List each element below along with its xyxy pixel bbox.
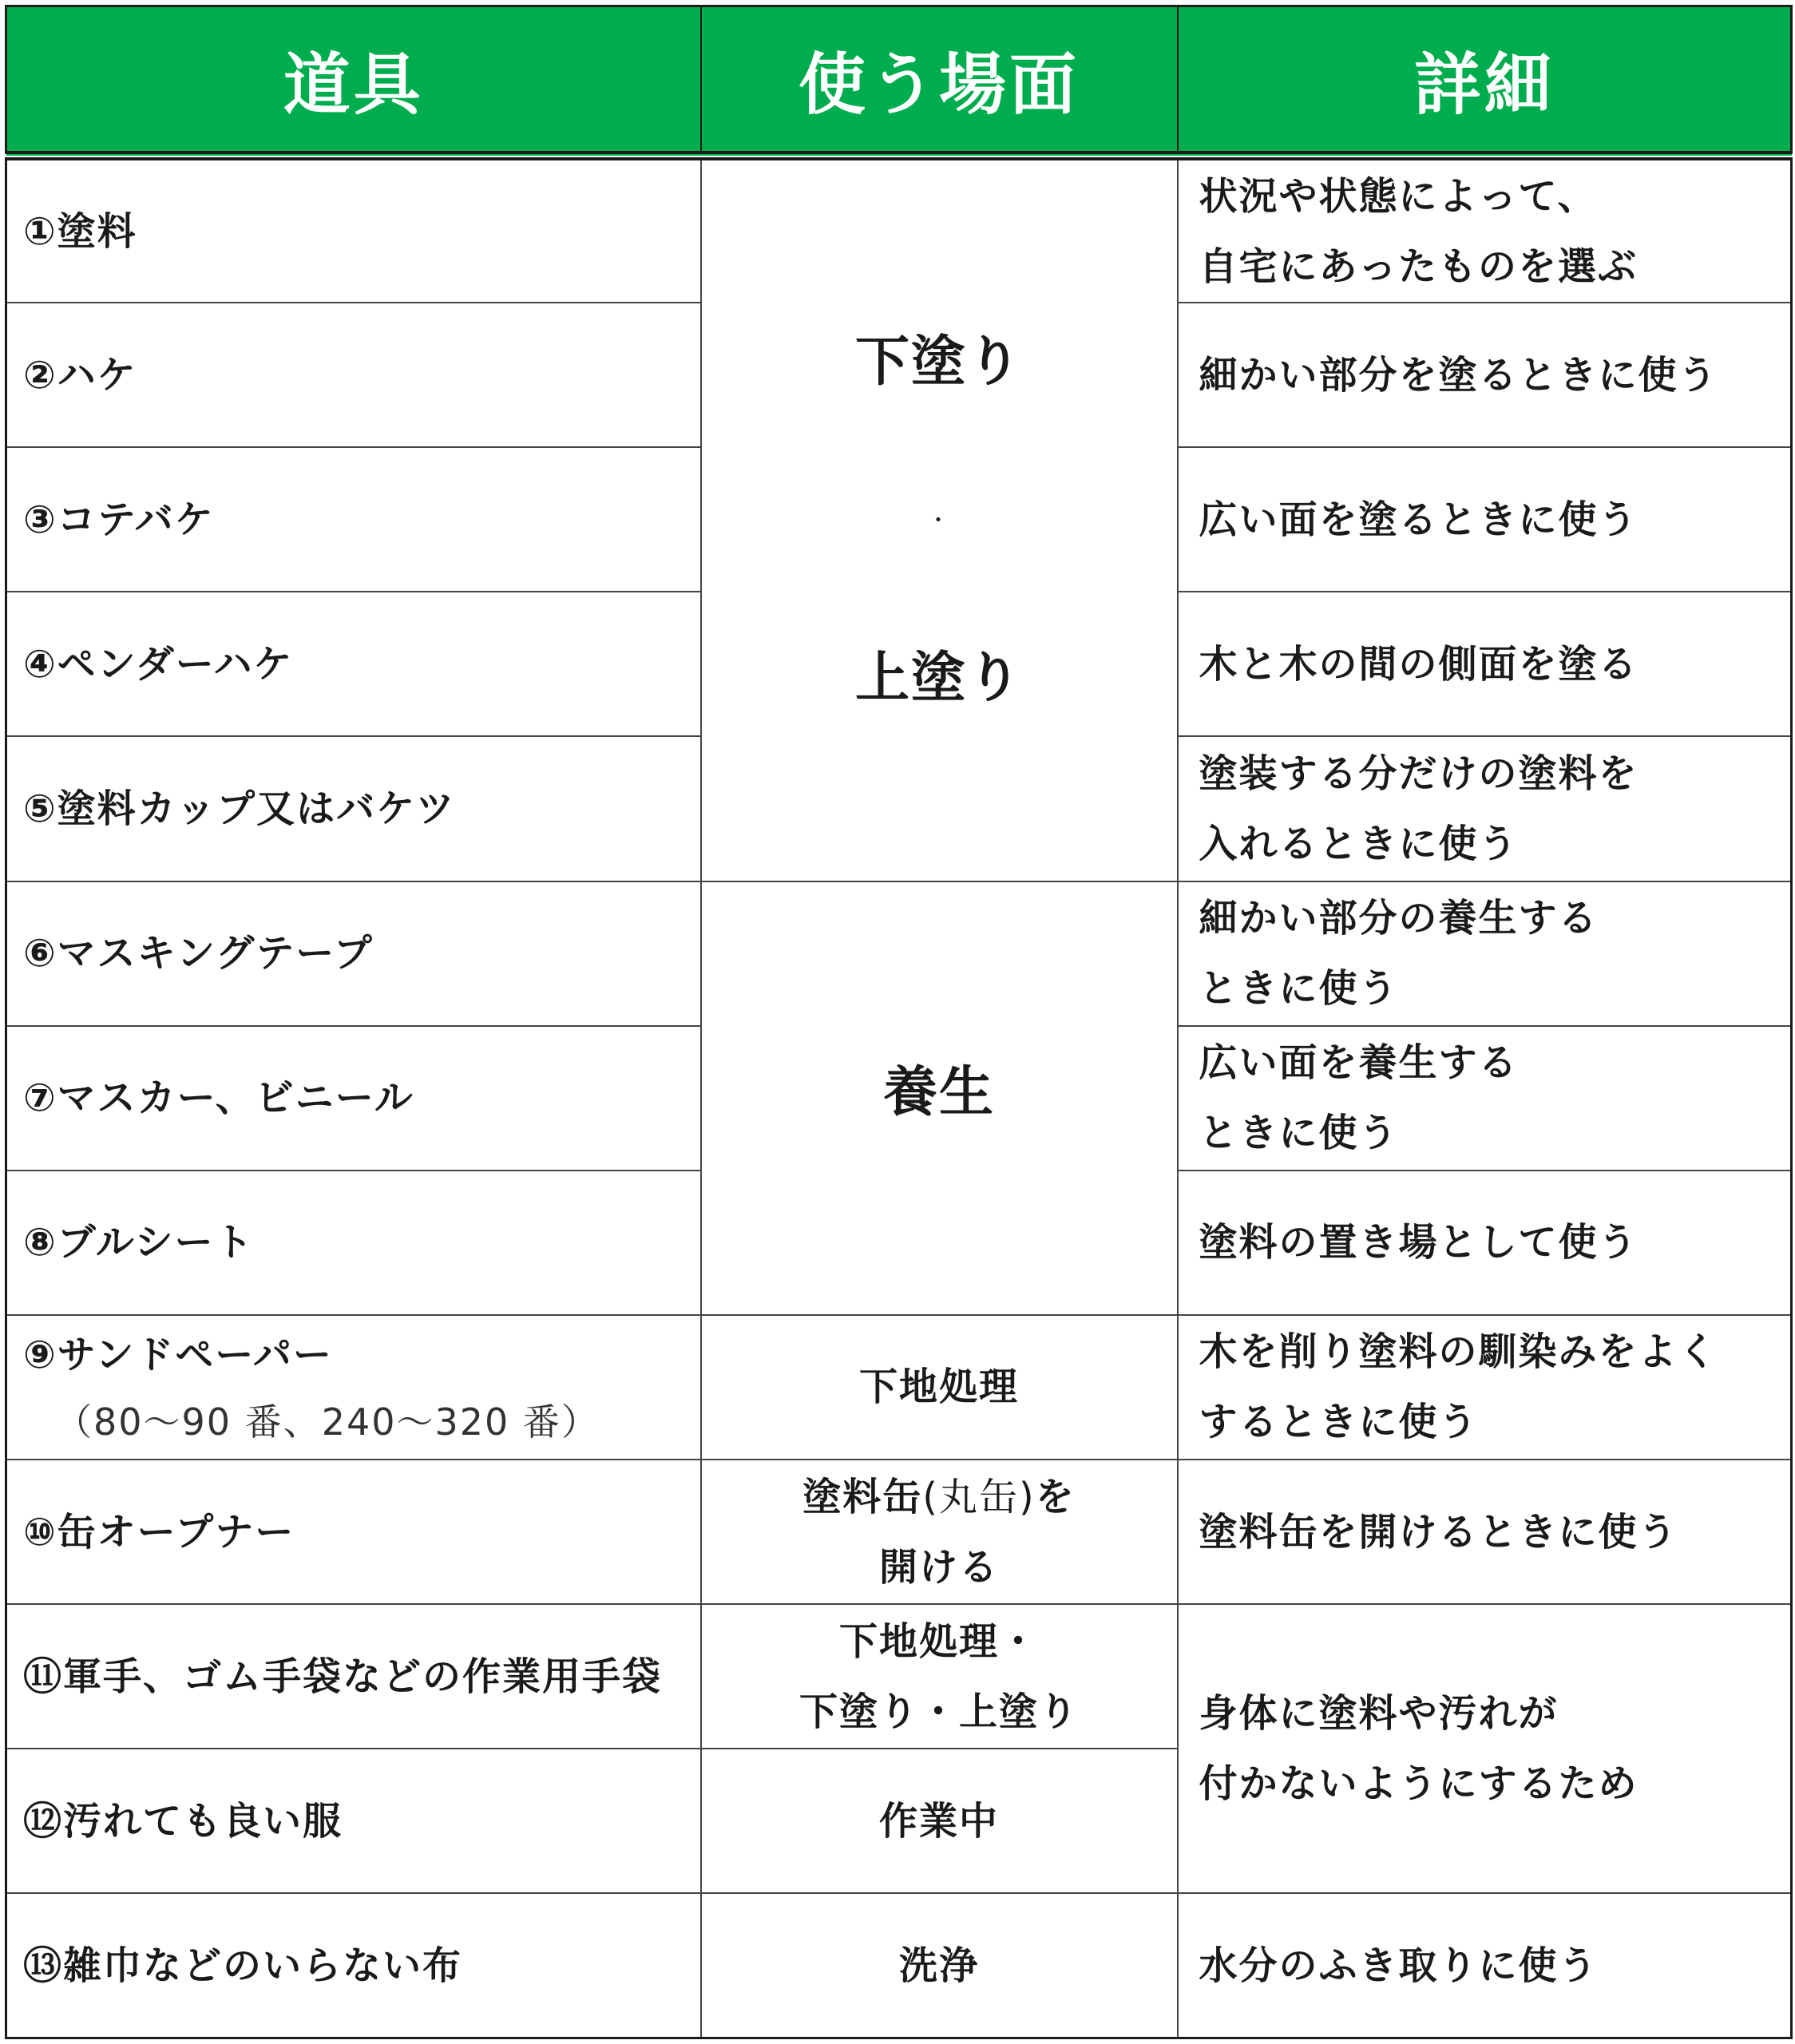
table-row — [6, 1460, 1792, 1604]
detail-cell — [1178, 1460, 1792, 1604]
scene-text: 塗料缶 — [802, 1474, 923, 1519]
detail-line: 木を削り塗料の馴染みをよく — [1199, 1329, 1718, 1375]
detail-line: 細かい部分の養生する — [1199, 896, 1599, 941]
header-tool: 道具 — [6, 6, 701, 156]
scene-text: 開ける — [878, 1544, 999, 1590]
detail-cell — [1178, 447, 1792, 592]
detail-cell — [1178, 1026, 1792, 1171]
tool-cell: ⑫汚れても良い服 — [6, 1749, 701, 1893]
detail-cell-shared — [1178, 1604, 1792, 1893]
scene-topcoat: 上塗り — [854, 646, 1023, 710]
table-row — [6, 156, 1792, 303]
scene-cell: 作業中 — [701, 1749, 1178, 1893]
detail-line: 自宅にあったものを選ぶ — [1199, 244, 1638, 289]
scene-text: を — [1035, 1474, 1076, 1519]
tools-table — [5, 5, 1793, 2039]
tool-cell: ⑤塗料カップ又はバケツ — [6, 736, 701, 881]
scene-cell: 洗浄 — [701, 1893, 1178, 2038]
detail-line: 木と木の間の側面を塗る — [1199, 641, 1638, 687]
scene-masking: 養生 — [882, 1061, 995, 1125]
detail-line: 入れるときに使う — [1199, 822, 1519, 866]
scene-separator-dot: ・ — [926, 506, 951, 533]
header-row — [6, 6, 1792, 156]
detail-cell — [1178, 881, 1792, 1026]
scene-text: 下地処理・ — [838, 1618, 1039, 1664]
detail-line: 身体に塗料や汚れが — [1199, 1691, 1559, 1737]
tool-name: ⑨サンドペーパー — [23, 1333, 333, 1378]
table-row — [6, 1893, 1792, 2038]
tool-grit-note: （80～90 番、240～320 番） — [55, 1400, 600, 1444]
table-row — [6, 1315, 1792, 1460]
detail-cell — [1178, 156, 1792, 303]
detail-line: 塗料の置き場として使う — [1199, 1220, 1638, 1266]
detail-cell — [1178, 592, 1792, 736]
detail-line: 広い面を塗るときに使う — [1199, 497, 1638, 542]
scene-cell — [701, 1460, 1178, 1604]
detail-line: ときに使う — [1199, 1111, 1399, 1156]
scene-cell — [701, 1604, 1178, 1749]
detail-line: 塗装する分だけの塗料を — [1199, 751, 1638, 796]
tool-cell: ①塗料 — [6, 156, 701, 303]
scene-undercoat: 下塗り — [854, 330, 1023, 394]
detail-line: 塗料缶を開けるときに使う — [1199, 1509, 1678, 1555]
detail-line: するときに使う — [1199, 1400, 1479, 1445]
detail-cell — [1178, 1171, 1792, 1315]
detail-cell — [1178, 303, 1792, 447]
detail-line: 水分のふき取りに使う — [1199, 1943, 1599, 1988]
header-scene: 使う場面 — [701, 6, 1178, 156]
tool-cell: ⑥マスキングテープ — [6, 881, 701, 1026]
scene-cell-masking — [701, 881, 1178, 1315]
tool-cell: ⑧ブルシート — [6, 1171, 701, 1315]
scene-cell-paint — [701, 156, 1178, 881]
detail-line: 状況や状態によって、 — [1199, 173, 1598, 219]
detail-line: 細かい部分を塗るときに使う — [1199, 352, 1718, 398]
detail-cell — [1178, 1315, 1792, 1460]
detail-cell — [1178, 1893, 1792, 2038]
tool-cell: ②ハケ — [6, 303, 701, 447]
tool-cell: ⑬雑巾などのいらない布 — [6, 1893, 701, 2038]
scene-text-note: (丸缶) — [922, 1474, 1036, 1519]
scene-cell: 下地処理 — [701, 1315, 1178, 1460]
detail-line: ときに使う — [1199, 966, 1399, 1012]
tool-cell: ③コテバケ — [6, 447, 701, 592]
header-detail: 詳細 — [1178, 6, 1792, 156]
detail-line: 付かないようにするため — [1199, 1761, 1638, 1807]
tool-cell: ⑪軍手、ゴム手袋などの作業用手袋 — [6, 1604, 701, 1749]
table-row — [6, 1604, 1792, 1749]
detail-cell — [1178, 736, 1792, 881]
table-row — [6, 881, 1792, 1026]
tool-cell — [6, 1315, 701, 1460]
scene-text: 下塗り・上塗り — [798, 1689, 1079, 1734]
tool-cell: ⑩缶オープナー — [6, 1460, 701, 1604]
tool-cell: ④ペンダーハケ — [6, 592, 701, 736]
detail-line: 広い面を養生する — [1199, 1040, 1519, 1086]
tool-cell: ⑦マスカー、ビニール — [6, 1026, 701, 1171]
